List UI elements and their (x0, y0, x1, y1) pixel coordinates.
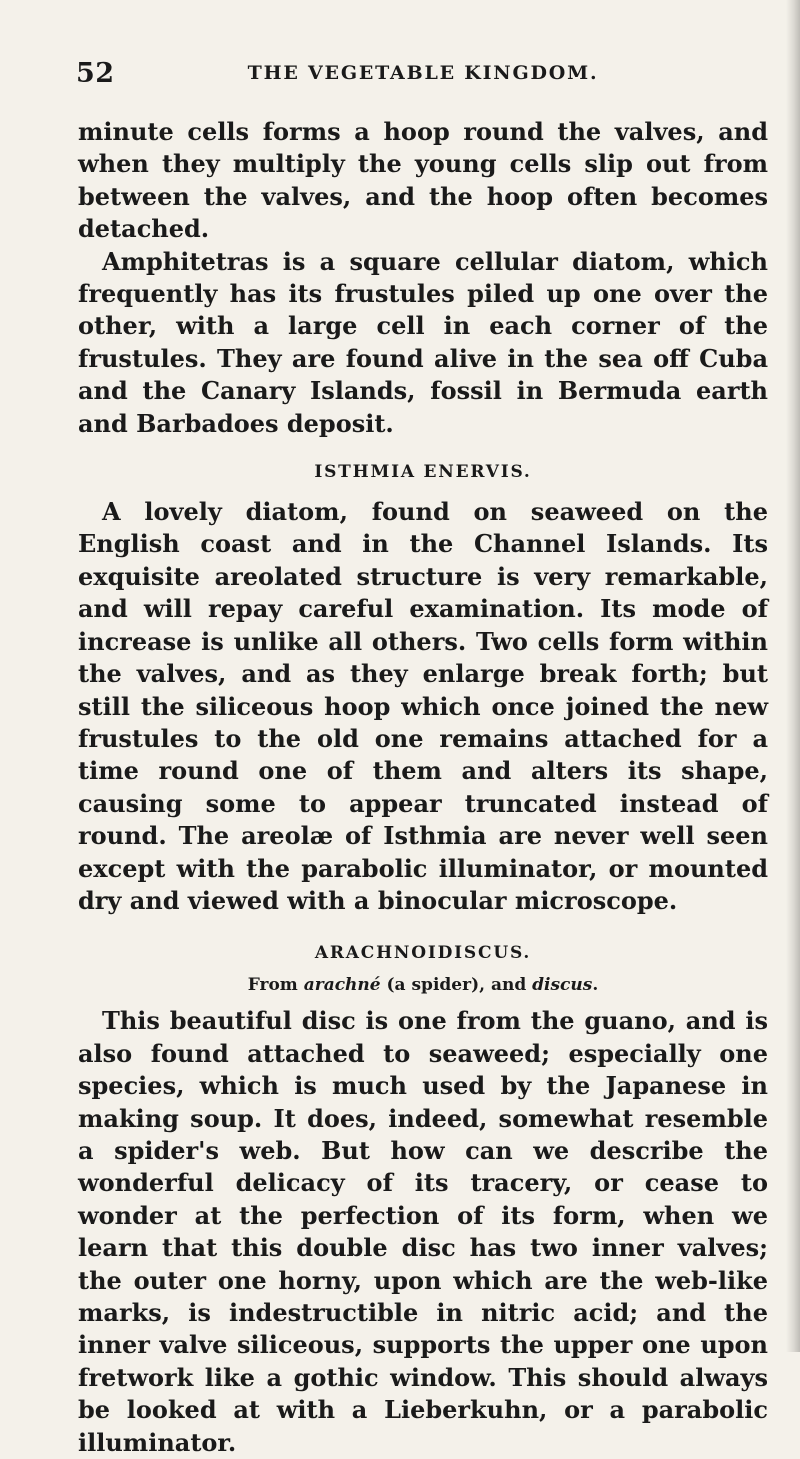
paragraph-isthmia: A lovely diatom, found on seaweed on the English coast and in the Channel Islands. Its exquisite areolated structure is very remarkable, and will repay careful examination. Its mode of increase is unlike all others. Two cells form within the valves, and as they enlarge break forth; but still the siliceous hoop which once joined the new frustules to the old one remains attached for a time round one of them and alters its shape, causing some to appear truncated instead of round. The areolæ of Isthmia are never well seen except with the parabolic illuminator, or mounted dry and viewed with a binocular microscope. (78, 497, 768, 915)
running-head: THE VEGETABLE KINGDOM. (247, 62, 599, 84)
section-heading-arachnoidiscus: ARACHNOIDISCUS. (314, 943, 532, 964)
etymology-suffix: . (592, 975, 599, 996)
paragraph-amphitetras: Amphitetras is a square cellular diatom, which frequently has its frustules piled up one over the other, with a large cell in each corner of the frustules. They are found alive in the sea off Cuba and the Canary Islands, fossil in Bermuda earth and Barbadoes deposit. (78, 246, 768, 438)
page-header (78, 58, 768, 98)
etymology-word-arachne: arachné (303, 975, 381, 996)
page-edge-shadow (786, 0, 800, 1352)
etymology-line (78, 975, 768, 995)
etymology-middle: (a spider), and (380, 975, 533, 996)
paragraph-arachnoidiscus: This beautiful disc is one from the guano, and is also found attached to seaweed; especially one species, which is much used by the Japanese in making soup. It does, indeed, somewhat resemble a spider's web. But how can we describe the wonderful delicacy of its tracery, or cease to wonder at the perfection of its form, when we learn that this double disc has two inner valves; the outer one horny, upon which are the web-like marks, is indestructible in nitric acid; and the inner valve siliceous, supports the upper one upon fretwork like a gothic window. This should always be looked at with a Lieberkuhn, or a parabolic illuminator. (78, 1006, 768, 1457)
page-number: 52 (76, 58, 115, 89)
section-heading-isthmia: ISTHMIA ENERVIS. (314, 462, 532, 483)
etymology-word-discus: discus (532, 975, 593, 996)
book-page (78, 58, 768, 1459)
paragraph-continued: minute cells forms a hoop round the valves, and when they multiply the young cells slip out from between the valves, and the hoop often becomes detached. (78, 117, 768, 244)
etymology-prefix: From (247, 975, 304, 996)
